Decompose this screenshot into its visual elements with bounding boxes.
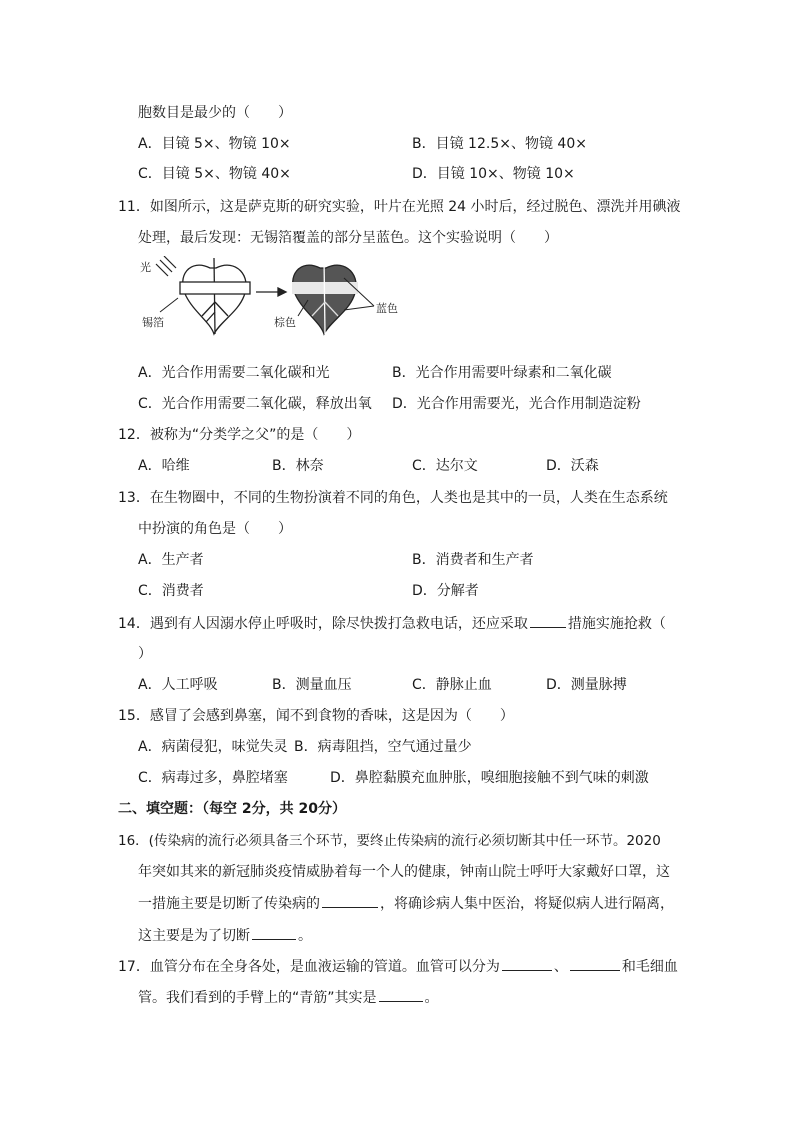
foil-pointer — [160, 298, 178, 312]
q14-stem-part1: 14．遇到有人因溺水停止呼吸时，除尽快拨打急救电话，还应采取 — [118, 616, 528, 632]
q17-answer-blank-2[interactable] — [570, 956, 620, 971]
q16-stem-line1: 16．(传染病的流行必须具备三个环节，要终止传染病的流行必须切断其中任一环节。2020 — [118, 833, 661, 849]
q10-option-a: A．目镜 5×、物镜 10× — [138, 136, 291, 152]
q13-stem-line1: 13．在生物圈中，不同的生物扮演着不同的角色，人类也是其中的一员，人类在生态系统 — [118, 490, 668, 506]
q16-stem-line4 — [138, 925, 312, 946]
q17-answer-blank-1[interactable] — [502, 956, 552, 971]
q11-option-c: C．光合作用需要二氧化碳，释放出氧 — [138, 396, 372, 412]
q16-line4-part2: 。 — [298, 928, 312, 944]
blue-pointer-2 — [344, 306, 374, 310]
q13-option-c: C．消费者 — [138, 583, 204, 599]
q17-line1-part1: 17．血管分布在全身各处，是血液运输的管道。血管可以分为 — [118, 959, 500, 975]
q10-option-b: B．目镜 12.5×、物镜 40× — [412, 136, 587, 152]
q17-answer-blank-3[interactable] — [379, 987, 423, 1002]
right-leaf — [292, 258, 358, 334]
q16-line3-part1: 一措施主要是切断了传染病的 — [138, 896, 320, 912]
q15-option-c: C．病毒过多，鼻腔堵塞 — [138, 770, 288, 786]
q13-option-a: A．生产者 — [138, 552, 204, 568]
q15-option-d: D．鼻腔黏膜充血肿胀，嗅细胞接触不到气味的刺激 — [330, 770, 649, 786]
light-rays — [156, 256, 176, 276]
q16-line3-part2: ，将确诊病人集中医治，将疑似病人进行隔离， — [380, 896, 674, 912]
q10-option-d: D．目镜 10×、物镜 10× — [412, 166, 575, 182]
q11-option-d: D．光合作用需要光，光合作用制造淀粉 — [392, 396, 641, 412]
q14-answer-blank[interactable] — [530, 613, 566, 628]
q16-answer-blank-1[interactable] — [322, 893, 378, 908]
section-2-heading: 二、填空题：（每空 2分，共 20分） — [118, 801, 346, 817]
q16-stem-line3 — [138, 893, 674, 914]
q16-line4-part1: 这主要是为了切断 — [138, 928, 250, 944]
q17-stem-line2 — [138, 987, 439, 1008]
left-leaf — [183, 258, 246, 334]
q14-stem-line2: ） — [138, 646, 152, 662]
q14-option-c: C．静脉止血 — [412, 677, 492, 693]
q16-stem-line2: 年突如其来的新冠肺炎疫情威胁着每一个人的健康，钟南山院士呼吁大家戴好口罩，这 — [138, 864, 670, 880]
q17-line2-part2: 。 — [424, 990, 439, 1006]
q17-line1-part3: 和毛细血 — [621, 959, 678, 975]
q17-stem-line1 — [118, 956, 678, 977]
q12-option-c: C．达尔文 — [412, 458, 478, 474]
q12-option-b: B．林奈 — [272, 458, 324, 474]
q11-stem-line1: 11．如图所示，这是萨克斯的研究实验，叶片在光照 24 小时后，经过脱色、漂洗并用碘液 — [118, 199, 681, 215]
light-label: 光 — [140, 261, 151, 274]
q13-option-d: D．分解者 — [412, 583, 479, 599]
q10-option-c: C．目镜 5×、物镜 40× — [138, 166, 291, 182]
q14-stem-part2: 措施实施抢救（ — [567, 616, 666, 632]
q13-option-b: B．消费者和生产者 — [412, 552, 534, 568]
foil-strip — [180, 282, 250, 294]
q11-option-a: A．光合作用需要二氧化碳和光 — [138, 365, 330, 381]
q15-stem: 15．感冒了会感到鼻塞，闻不到食物的香味，这是因为（ ） — [118, 708, 514, 724]
blue-label: 蓝色 — [376, 302, 398, 315]
q13-stem-line2: 中扮演的角色是（ ） — [138, 521, 292, 537]
q12-option-d: D．沃森 — [546, 458, 599, 474]
q15-option-a: A．病菌侵犯，味觉失灵 — [138, 739, 288, 755]
q17-line1-part2: 、 — [553, 959, 568, 975]
q15-option-b: B．病毒阻挡，空气通过量少 — [294, 739, 472, 755]
q11-stem-line2: 处理，最后发现：无锡箔覆盖的部分呈蓝色。这个实验说明（ ） — [138, 230, 558, 246]
q16-answer-blank-2[interactable] — [252, 925, 296, 940]
q12-stem: 12．被称为“分类学之父”的是（ ） — [118, 427, 361, 443]
q17-line2-part1: 管。我们看到的手臂上的“青筋”其实是 — [138, 990, 377, 1006]
q10-stem-continuation: 胞数目是最少的（ ） — [138, 105, 292, 121]
brown-label: 棕色 — [274, 316, 296, 329]
q12-option-a: A．哈维 — [138, 458, 190, 474]
q14-option-b: B．测量血压 — [272, 677, 352, 693]
leaf-experiment-figure — [138, 256, 418, 336]
q14-option-d: D．测量脉搏 — [546, 677, 627, 693]
arrow-icon — [256, 288, 286, 296]
q11-option-b: B．光合作用需要叶绿素和二氧化碳 — [392, 365, 612, 381]
q14-option-a: A．人工呼吸 — [138, 677, 218, 693]
foil-label: 锡箔 — [142, 316, 164, 329]
q14-stem-line1 — [118, 613, 666, 634]
